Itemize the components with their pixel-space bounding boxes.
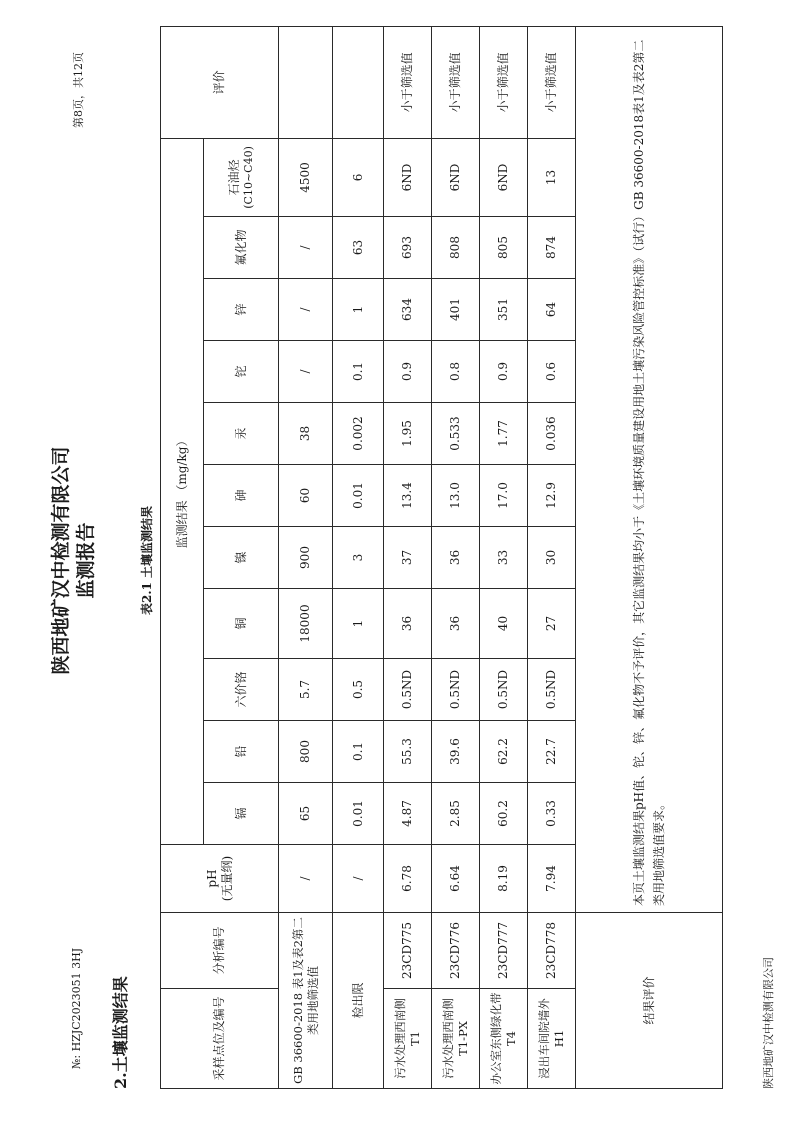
header-pollutant: 镍: [204, 527, 279, 589]
footer-company: 陕西地矿汉中检测有限公司: [762, 957, 775, 1089]
detection-label: 检出限: [333, 913, 384, 1089]
table-cell: 0.9: [480, 341, 528, 403]
table-cell: 0.036: [528, 403, 576, 465]
table-cell: 351: [480, 279, 528, 341]
table-cell: 874: [528, 217, 576, 279]
table-cell: 63: [333, 217, 384, 279]
table-cell: 0.5ND: [528, 659, 576, 721]
table-cell: 6ND: [384, 138, 432, 216]
standard-row: [279, 26, 333, 1088]
table-cell: 1: [333, 589, 384, 659]
table-cell: 2.85: [432, 783, 480, 845]
evaluation: 小于筛选值: [480, 26, 528, 138]
section-title: 2.土壤监测结果: [111, 976, 130, 1089]
header-ph-label: pH: [204, 869, 219, 888]
table-row: [528, 26, 576, 1088]
table-cell: 55.3: [384, 721, 432, 783]
header-sample: 采样点位及编号: [161, 989, 279, 1089]
analysis-id: 23CD777: [480, 913, 528, 989]
sample-location: 办公室东侧绿化带 T4: [480, 989, 528, 1089]
page-number: 第8页，共12页: [72, 52, 85, 128]
table-cell: 36: [384, 589, 432, 659]
conclusion-text: 本页土壤监测结果pH值、铊、锌、氟化物不予评价，其它监测结果均小于《土壤环境质量建设用地土壤污染风险管控标准》（试行）GB 36600-2018表1及表2第二类用地筛选值要求。: [576, 26, 723, 912]
header-pollutant: 氟化物: [204, 217, 279, 279]
header-pollutant: 镉: [204, 783, 279, 845]
evaluation: 小于筛选值: [384, 26, 432, 138]
header-results-group: 监测结果 （mg/kg）: [161, 138, 204, 844]
detection-row: [333, 26, 384, 1088]
table-row: [384, 26, 432, 1088]
table-cell: 0.8: [432, 341, 480, 403]
header-eval: 评价: [161, 26, 279, 138]
report-title: 监测报告: [75, 522, 97, 599]
table-cell: 0.1: [333, 341, 384, 403]
table-cell: 401: [432, 279, 480, 341]
table-cell: 64: [528, 279, 576, 341]
conclusion-label: 结果评价: [576, 913, 723, 1089]
table-cell: 17.0: [480, 465, 528, 527]
table-cell: 18000: [279, 589, 333, 659]
table-cell: /: [279, 279, 333, 341]
table-cell: 60.2: [480, 783, 528, 845]
table-cell: 22.7: [528, 721, 576, 783]
conclusion-row: [576, 26, 723, 1088]
table-cell: 5.7: [279, 659, 333, 721]
table-cell: 8.19: [480, 845, 528, 913]
table-cell: 808: [432, 217, 480, 279]
table-cell: 38: [279, 403, 333, 465]
table-cell: 0.002: [333, 403, 384, 465]
table-cell: /: [333, 845, 384, 913]
table-cell: 805: [480, 217, 528, 279]
table-cell: 4500: [279, 138, 333, 216]
table-cell: 0.33: [528, 783, 576, 845]
table-cell: 30: [528, 527, 576, 589]
header-pollutant: 锌: [204, 279, 279, 341]
table-cell: 0.533: [432, 403, 480, 465]
header-pollutant: 砷: [204, 465, 279, 527]
header-petroleum: 石油烃: [226, 159, 241, 196]
sample-location: 浸出车间院墙外 H1: [528, 989, 576, 1089]
table-cell: 0.1: [333, 721, 384, 783]
header-analysis: 分析编号: [161, 913, 279, 989]
table-cell: 0.01: [333, 783, 384, 845]
table-cell: 6ND: [432, 138, 480, 216]
table-row: [480, 26, 528, 1088]
table-cell: 12.9: [528, 465, 576, 527]
soil-results-table: [160, 26, 723, 1089]
table-cell: 0.5ND: [480, 659, 528, 721]
table-cell: 65: [279, 783, 333, 845]
analysis-id: 23CD775: [384, 913, 432, 989]
evaluation: 小于筛选值: [528, 26, 576, 138]
table-cell: 0.9: [384, 341, 432, 403]
table-cell: 36: [432, 527, 480, 589]
table-cell: 33: [480, 527, 528, 589]
table-cell: 13: [528, 138, 576, 216]
table-row: [432, 26, 480, 1088]
table-cell: 693: [384, 217, 432, 279]
table-cell: 13.4: [384, 465, 432, 527]
header-ph-unit: (无量纲): [219, 855, 234, 902]
table-cell: 39.6: [432, 721, 480, 783]
table-cell: 13.0: [432, 465, 480, 527]
table-cell: 1: [333, 279, 384, 341]
analysis-id: 23CD776: [432, 913, 480, 989]
table-cell: [279, 26, 333, 138]
header-pollutant: [204, 138, 279, 216]
table-cell: 900: [279, 527, 333, 589]
table-cell: 62.2: [480, 721, 528, 783]
analysis-id: 23CD778: [528, 913, 576, 989]
table-cell: 1.77: [480, 403, 528, 465]
table-cell: 4.87: [384, 783, 432, 845]
header-pollutant: 六价铬: [204, 659, 279, 721]
table-cell: 3: [333, 527, 384, 589]
header-petroleum-range: (C10~C40): [241, 146, 255, 209]
header-ph: [161, 845, 279, 913]
header-pollutant: 汞: [204, 403, 279, 465]
company-title: 陕西地矿汉中检测有限公司: [50, 446, 72, 675]
sample-location: 污水处理西南侧 T1-PX: [432, 989, 480, 1089]
table-caption: 表2.1 土壤监测结果: [140, 505, 154, 616]
table-cell: 0.5ND: [432, 659, 480, 721]
table-cell: 1.95: [384, 403, 432, 465]
header-pollutant: 铅: [204, 721, 279, 783]
table-cell: /: [279, 217, 333, 279]
header-pollutant: 铜: [204, 589, 279, 659]
table-cell: 6ND: [480, 138, 528, 216]
sample-location: 污水处理西南侧 T1: [384, 989, 432, 1089]
report-number: №: HZJC2023051 3HJ: [70, 947, 83, 1069]
table-cell: 0.01: [333, 465, 384, 527]
table-cell: 40: [480, 589, 528, 659]
table-cell: 7.94: [528, 845, 576, 913]
table-cell: 6.64: [432, 845, 480, 913]
table-cell: 27: [528, 589, 576, 659]
table-cell: 37: [384, 527, 432, 589]
table-cell: 634: [384, 279, 432, 341]
table-cell: /: [279, 341, 333, 403]
table-cell: 6: [333, 138, 384, 216]
table-cell: 6.78: [384, 845, 432, 913]
table-cell: 800: [279, 721, 333, 783]
table-cell: 0.6: [528, 341, 576, 403]
evaluation: 小于筛选值: [432, 26, 480, 138]
table-cell: /: [279, 845, 333, 913]
table-cell: [333, 26, 384, 138]
standard-label: GB 36600-2018 表1及表2第二类用地筛选值: [279, 913, 333, 1089]
header-pollutant: 铊: [204, 341, 279, 403]
table-cell: 0.5ND: [384, 659, 432, 721]
table-cell: 36: [432, 589, 480, 659]
table-cell: 60: [279, 465, 333, 527]
table-cell: 0.5: [333, 659, 384, 721]
